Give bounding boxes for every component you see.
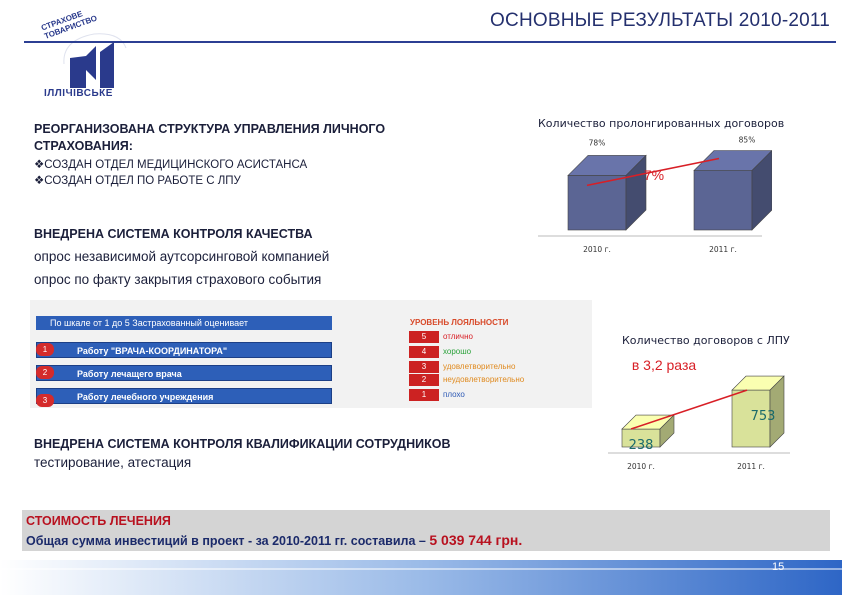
survey-criterion: Работу "ВРАЧА-КООРДИНАТОРА" <box>36 342 332 358</box>
title-divider <box>24 41 836 43</box>
chart-value-label: 78% <box>588 138 606 148</box>
criterion-number: 1 <box>36 343 54 356</box>
cost-amount: 5 039 744 грн. <box>429 532 523 548</box>
logo-name: ІЛЛІЧІВСЬКЕ <box>44 88 113 99</box>
chart-bar <box>694 171 752 231</box>
section2-line: опрос независимой аутсорсинговой компанией <box>34 249 330 264</box>
section1-bullet: ❖СОЗДАН ОТДЕЛ ПО РАБОТЕ С ЛПУ <box>34 175 241 187</box>
scale-number: 3 <box>409 361 439 373</box>
chart-value-label: 85% <box>738 135 756 145</box>
page-number: 15 <box>772 561 785 573</box>
scale-label: отлично <box>443 332 473 341</box>
chart-category-label: 2010 г. <box>627 462 655 471</box>
footer-band <box>0 560 842 595</box>
scale-label: удовлетворительно <box>443 362 516 371</box>
page-title: ОСНОВНЫЕ РЕЗУЛЬТАТЫ 2010-2011 <box>490 10 830 31</box>
chart2-plot <box>600 350 800 480</box>
chart-category-label: 2010 г. <box>583 245 611 254</box>
scale-number: 1 <box>409 389 439 401</box>
logo-arc-text: СТРАХОВЕ ТОВАРИСТВО <box>40 9 99 41</box>
chart1-title: Количество пролонгированных договоров <box>538 117 785 130</box>
section1-heading-line2: СТРАХОВАНИЯ: <box>34 139 133 153</box>
cost-title: СТОИМОСТЬ ЛЕЧЕНИЯ <box>26 514 171 528</box>
scale-title: УРОВЕНЬ ЛОЯЛЬНОСТИ <box>410 318 509 327</box>
chart-annotation: в 3,2 раза <box>631 357 697 373</box>
section2-heading: ВНЕДРЕНА СИСТЕМА КОНТРОЛЯ КАЧЕСТВА <box>34 227 313 241</box>
survey-criterion: Работу лечащего врача <box>36 365 332 381</box>
criterion-number: 3 <box>36 394 54 407</box>
scale-number: 4 <box>409 346 439 358</box>
scale-number: 5 <box>409 331 439 343</box>
section3-heading: ВНЕДРЕНА СИСТЕМА КОНТРОЛЯ КВАЛИФИКАЦИИ СОТРУДНИКОВ <box>34 437 451 451</box>
survey-instruction: По шкале от 1 до 5 Застрахованный оценивает <box>36 316 332 330</box>
section1-bullet: ❖СОЗДАН ОТДЕЛ МЕДИЦИНСКОГО АСИСТАНСА <box>34 159 308 171</box>
criterion-number: 2 <box>36 366 54 379</box>
chart1-plot <box>532 130 772 260</box>
chart-annotation: 7% <box>643 167 665 183</box>
scale-number: 2 <box>409 374 439 386</box>
scale-label: плохо <box>443 390 465 399</box>
scale-label: неудовлетворительно <box>443 375 525 384</box>
chart-category-label: 2011 г. <box>709 245 737 254</box>
chart-value-label: 753 <box>750 409 776 425</box>
chart-category-label: 2011 г. <box>737 462 765 471</box>
cost-text <box>26 532 522 548</box>
cost-text-label: Общая сумма инвестиций в проект - за 2010-2011 гг. составила – <box>26 534 426 548</box>
chart-trend-arrow <box>631 390 747 429</box>
chart-value-label: 238 <box>628 438 654 454</box>
survey-criterion: Работу лечебного учреждения <box>36 388 332 404</box>
section2-line: опрос по факту закрытия страхового события <box>34 272 322 287</box>
scale-label: хорошо <box>443 347 472 356</box>
section3-line: тестирование, атестация <box>34 455 192 470</box>
section1-heading-line1: РЕОРГАНИЗОВАНА СТРУКТУРА УПРАВЛЕНИЯ ЛИЧНОГО <box>34 122 386 136</box>
chart2-title: Количество договоров с ЛПУ <box>622 334 790 347</box>
